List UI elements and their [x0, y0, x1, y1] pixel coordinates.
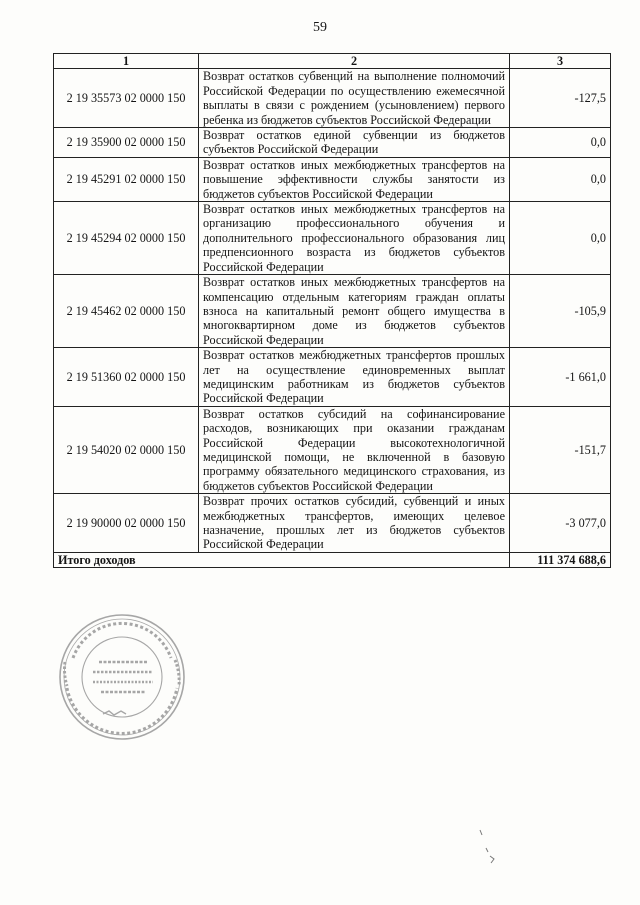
table-header-row: [54, 54, 611, 69]
row-code: 2 19 54020 02 0000 150: [54, 406, 199, 493]
total-row: [54, 552, 611, 567]
pen-mark-icon: [474, 826, 504, 866]
total-amount: 111 374 688,6: [510, 552, 611, 567]
row-description: Возврат остатков единой субвенции из бюджетов субъектов Российской Федерации: [199, 128, 510, 158]
row-amount: -1 661,0: [510, 348, 611, 407]
row-description: Возврат остатков иных межбюджетных трансфертов на повышение эффективности службы занятости из бюджетов субъектов Российской Федерации: [199, 157, 510, 201]
row-amount: 0,0: [510, 202, 611, 275]
row-amount: -127,5: [510, 69, 611, 128]
row-amount: -105,9: [510, 275, 611, 348]
table-row: [54, 128, 611, 158]
row-description: Возврат остатков субвенций на выполнение полномочий Российской Федерации по осуществлению ежемесячной выплаты в связи с рождением (усыновлением) первого ребенка из бюджетов субъектов Российской Федерации: [199, 69, 510, 128]
official-stamp-icon: [55, 610, 190, 745]
row-code: 2 19 45462 02 0000 150: [54, 275, 199, 348]
table-row: [54, 157, 611, 201]
row-code: 2 19 90000 02 0000 150: [54, 494, 199, 553]
row-amount: -151,7: [510, 406, 611, 493]
row-description: Возврат прочих остатков субсидий, субвенций и иных межбюджетных трансфертов, имеющих целевое назначение, прошлых лет из бюджетов субъектов Российской Федерации: [199, 494, 510, 553]
table-row: [54, 202, 611, 275]
table-row: [54, 275, 611, 348]
row-description: Возврат остатков иных межбюджетных трансфертов на организацию профессионального обучения и дополнительного профессионального образования лиц предпенсионного возраста из бюджетов субъектов Российской Федерации: [199, 202, 510, 275]
column-header-code: 1: [54, 54, 199, 69]
row-amount: 0,0: [510, 128, 611, 158]
row-code: 2 19 35900 02 0000 150: [54, 128, 199, 158]
row-description: Возврат остатков субсидий на софинансирование расходов, возникающих при оказании гражданам Российской Федерации высокотехнологичной медицинской помощи, не включенной в базовую программу обязательного медицинского страхования, из бюджетов субъектов Российской Федерации: [199, 406, 510, 493]
total-label: Итого доходов: [54, 552, 510, 567]
row-code: 2 19 45294 02 0000 150: [54, 202, 199, 275]
column-header-amount: 3: [510, 54, 611, 69]
revenue-table: [53, 53, 611, 568]
page-number: 59: [313, 20, 327, 35]
row-amount: 0,0: [510, 157, 611, 201]
row-description: Возврат остатков иных межбюджетных трансфертов на компенсацию отдельным категориям граждан оплаты взноса на капитальный ремонт общего имущества в многоквартирном доме из бюджетов субъектов Российской Федерации: [199, 275, 510, 348]
column-header-description: 2: [199, 54, 510, 69]
table-row: [54, 494, 611, 553]
table-row: [54, 406, 611, 493]
row-description: Возврат остатков межбюджетных трансфертов прошлых лет на осуществление единовременных выплат медицинским работникам из бюджетов субъектов Российской Федерации: [199, 348, 510, 407]
row-amount: -3 077,0: [510, 494, 611, 553]
row-code: 2 19 51360 02 0000 150: [54, 348, 199, 407]
row-code: 2 19 35573 02 0000 150: [54, 69, 199, 128]
table-row: [54, 69, 611, 128]
table-row: [54, 348, 611, 407]
row-code: 2 19 45291 02 0000 150: [54, 157, 199, 201]
